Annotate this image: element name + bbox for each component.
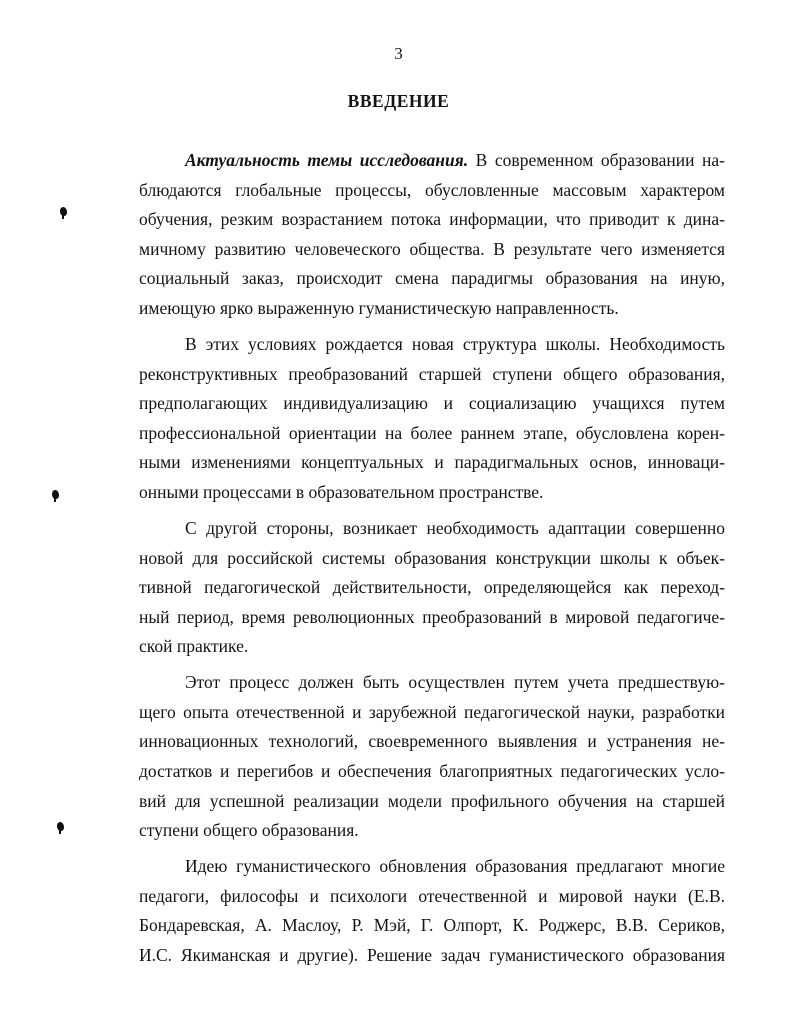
paragraph bbox=[139, 668, 725, 846]
text-line: обучения, резким возрастанием потока информации, что приводит к дина- bbox=[139, 209, 725, 230]
text-line: новой для российской системы образования конструкции школы к объек- bbox=[139, 547, 725, 568]
text-line: достатков и перегибов и обеспечения благоприятных педагогических усло- bbox=[139, 761, 725, 782]
text-line: С другой стороны, возникает необходимость адаптации совершенно bbox=[185, 517, 725, 538]
section-heading: ВВЕДЕНИЕ bbox=[347, 91, 450, 111]
text-line: вий для успешной реализации модели профильного обучения на старшей bbox=[139, 790, 725, 811]
paragraph bbox=[139, 330, 725, 508]
lead-phrase: Актуальность темы исследования. bbox=[185, 150, 469, 170]
text-line: щего опыта отечественной и зарубежной педагогической науки, разработки bbox=[139, 701, 725, 722]
text-line: ской практике. bbox=[139, 636, 249, 657]
text-line: предполагающих индивидуализацию и социализацию учащихся путем bbox=[139, 393, 725, 414]
paragraph bbox=[139, 514, 725, 662]
text-line: тивной педагогической действительности, определяющейся как переход- bbox=[139, 577, 725, 598]
text-line: блюдаются глобальные процессы, обусловленные массовым характером bbox=[139, 179, 725, 200]
text-line: реконструктивных преобразований старшей ступени общего образования, bbox=[139, 363, 725, 384]
paragraph bbox=[139, 146, 725, 324]
text-line: ными изменениями концептуальных и парадигмальных основ, инноваци- bbox=[139, 452, 725, 473]
body-text bbox=[139, 146, 725, 977]
binding-hole-mark bbox=[52, 490, 59, 499]
text-line: инновационных технологий, своевременного выявления и устранения не- bbox=[139, 731, 725, 752]
text-line: И.С. Якиманская и другие). Решение задач гуманистического образования bbox=[139, 945, 725, 965]
text-fragment: В современном образовании на- bbox=[468, 150, 726, 170]
text-line: педагоги, философы и психологи отечественной и мировой науки (Е.В. bbox=[139, 885, 725, 906]
text-line: профессиональной ориентации на более раннем этапе, обусловлена корен- bbox=[139, 422, 725, 443]
page-number: 3 bbox=[394, 44, 403, 63]
text-line: ступени общего образования. bbox=[139, 820, 359, 841]
text-line: имеющую ярко выраженную гуманистическую направленность. bbox=[139, 297, 619, 318]
binding-hole-mark bbox=[57, 822, 64, 831]
text-line: онными процессами в образовательном пространстве. bbox=[139, 481, 544, 502]
text-line bbox=[139, 146, 725, 176]
binding-hole-mark bbox=[60, 207, 67, 216]
text-line: Бондаревская, А. Маслоу, Р. Мэй, Г. Олпорт, К. Роджерс, В.В. Сериков, bbox=[139, 915, 725, 936]
text-line: социальный заказ, происходит смена парадигмы образования на иную, bbox=[139, 268, 725, 289]
text-line: В этих условиях рождается новая структура школы. Необходимость bbox=[185, 333, 725, 354]
text-line: мичному развитию человеческого общества. В результате чего изменяется bbox=[139, 238, 725, 259]
paragraph bbox=[139, 852, 725, 970]
text-line: Идею гуманистического обновления образования предлагают многие bbox=[185, 856, 725, 877]
text-line: Этот процесс должен быть осуществлен путем учета предшествую- bbox=[185, 672, 725, 693]
text-line: ный период, время революционных преобразований в мировой педагогиче- bbox=[139, 606, 725, 627]
